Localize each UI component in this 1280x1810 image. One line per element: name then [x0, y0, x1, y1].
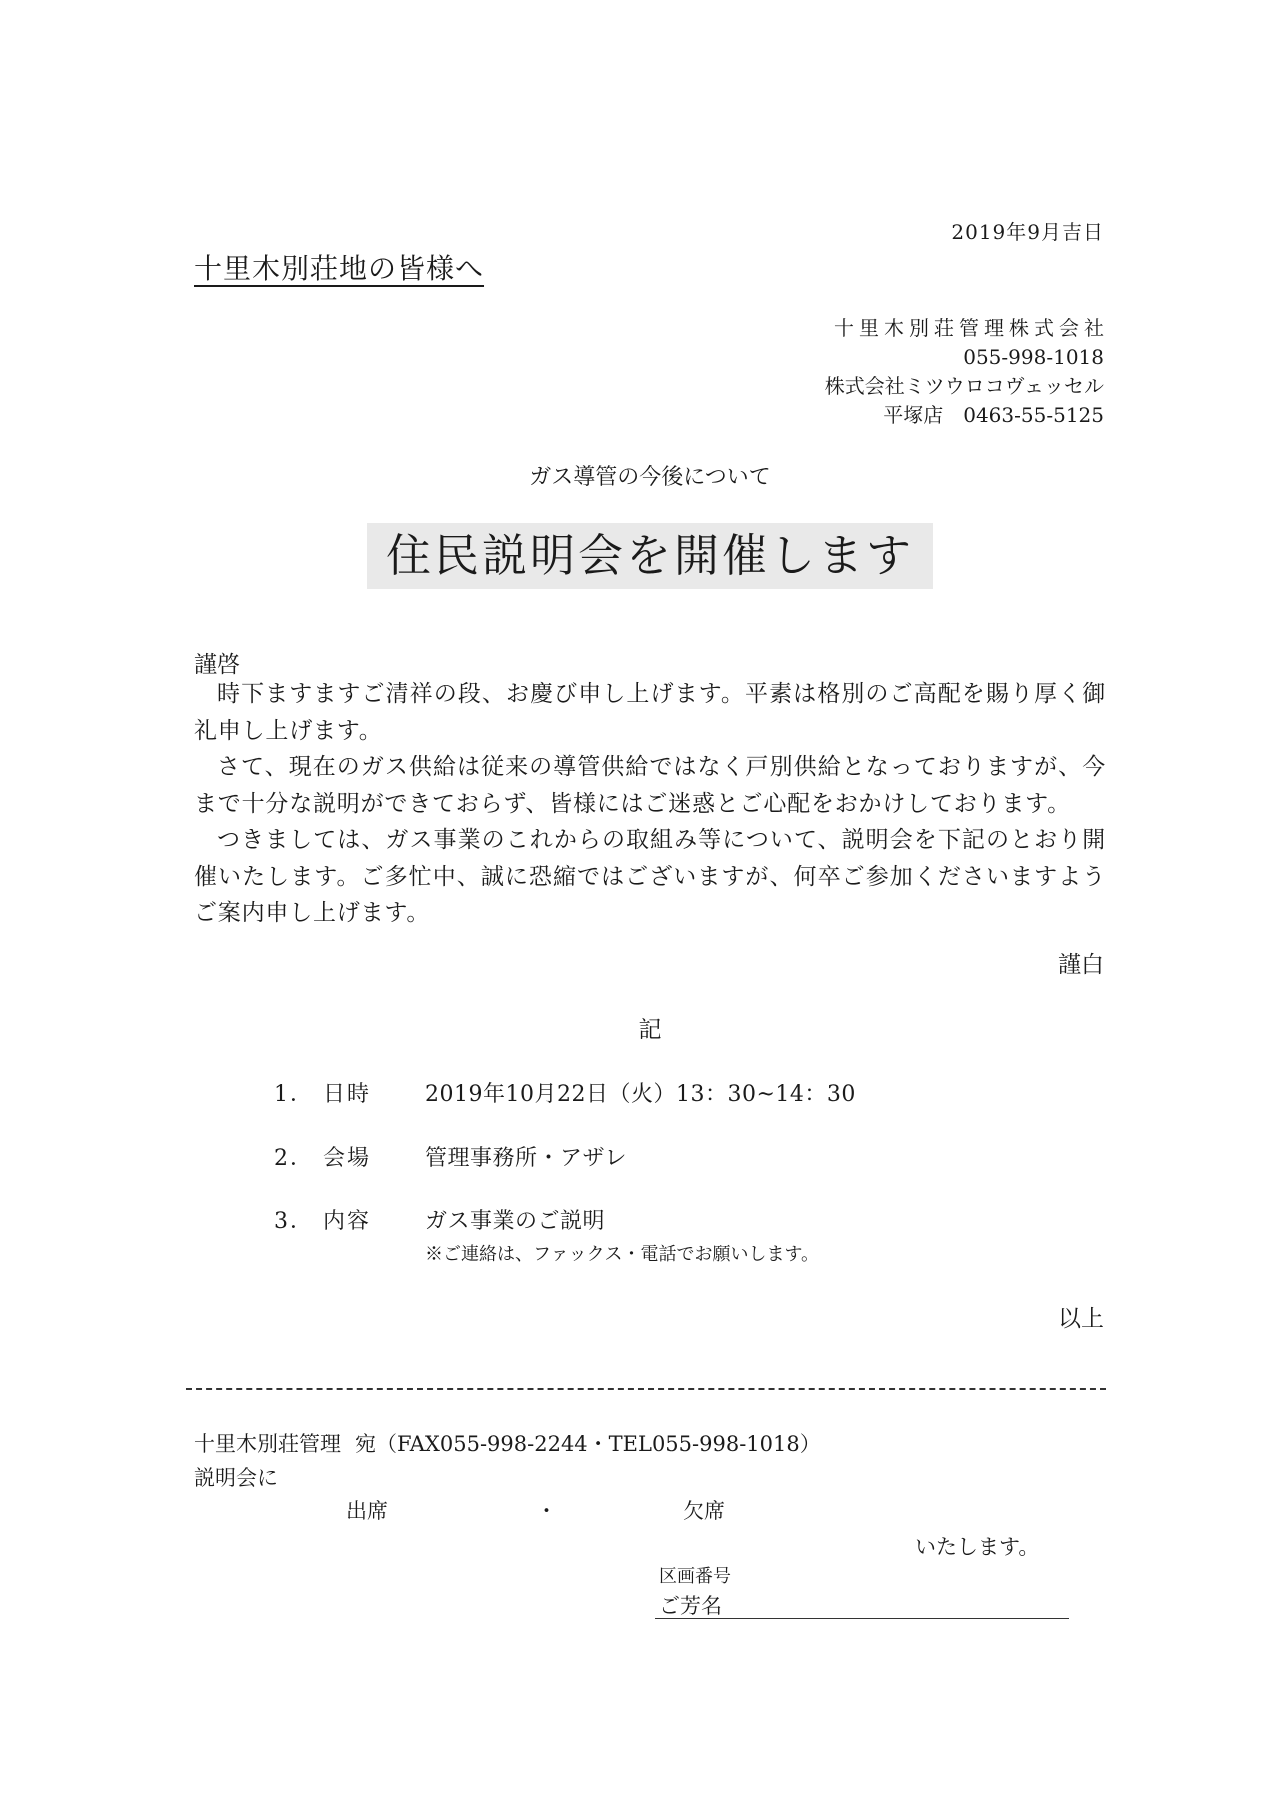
- reply-meeting-label: 説明会に: [194, 1466, 278, 1490]
- reply-recipient-name: 十里木別荘管理: [194, 1432, 341, 1456]
- item-label-content: 内容: [323, 1209, 372, 1234]
- letter-body: [194, 676, 1106, 932]
- addressee: 十里木別荘地の皆様へ: [194, 252, 485, 285]
- item-number: 2．: [274, 1146, 314, 1171]
- item-value-content: ガス事業のご説明: [425, 1209, 606, 1234]
- letter-paragraph: つきましては、ガス事業のこれからの取組み等について、説明会を下記のとおり開催いたします。ご多忙中、誠に恐縮ではございますが、何卒ご参加くださいますようご案内申し上げます。: [194, 827, 1106, 926]
- cut-line: [186, 1388, 1106, 1390]
- item-label-datetime: 日時: [323, 1082, 372, 1107]
- contact-note: ※ご連絡は、ファックス・電話でお願いします。: [425, 1244, 820, 1265]
- reply-recipient-contact: 宛（FAX055-998-2244・TEL055-998-1018）: [355, 1432, 821, 1456]
- option-separator: ・: [536, 1499, 557, 1523]
- reply-will-text: いたします。: [915, 1535, 1040, 1559]
- subtitle: ガス導管の今後について: [529, 465, 771, 490]
- sender-company-2: 株式会社ミツウロコヴェッセル: [824, 374, 1104, 398]
- item-number: 3．: [274, 1209, 314, 1234]
- item-number: 1．: [274, 1082, 314, 1107]
- closing: 謹白: [1058, 952, 1104, 978]
- issue-date: 2019年9月吉日: [951, 220, 1104, 244]
- sender-phone-2: 0463-55-5125: [963, 403, 1104, 427]
- reply-recipient: [194, 1428, 821, 1458]
- item-label-venue: 会場: [323, 1146, 372, 1171]
- absent-option[interactable]: 欠席: [683, 1499, 725, 1523]
- letter-paragraph: さて、現在のガス供給は従来の導管供給ではなく戸別供給となっておりますが、今まで十分な説明ができておらず、皆様にはご迷惑とご心配をおかけしております。: [194, 754, 1106, 817]
- sender-company-1: 十里木別荘管理株式会社: [834, 316, 1109, 340]
- ijo-closing: 以上: [1058, 1306, 1104, 1332]
- name-field[interactable]: ご芳名: [659, 1594, 722, 1618]
- item-value-venue: 管理事務所・アザレ: [425, 1146, 628, 1171]
- page-title: 住民説明会を開催します: [367, 523, 933, 589]
- salutation: 謹啓: [194, 652, 240, 678]
- sender-branch: 平塚店: [883, 403, 944, 427]
- ki-heading: 記: [638, 1017, 662, 1043]
- sender-block: [824, 314, 1109, 430]
- name-underline: [655, 1618, 1069, 1619]
- attend-option[interactable]: 出席: [346, 1499, 388, 1523]
- plot-number-field[interactable]: 区画番号: [659, 1566, 731, 1587]
- sender-phone-1: 055-998-1018: [963, 345, 1104, 369]
- letter-paragraph: 時下ますますご清祥の段、お慶び申し上げます。平素は格別のご高配を賜り厚く御礼申し上げます。: [194, 681, 1106, 744]
- item-value-datetime: 2019年10月22日（火）13：30~14：30: [425, 1082, 856, 1107]
